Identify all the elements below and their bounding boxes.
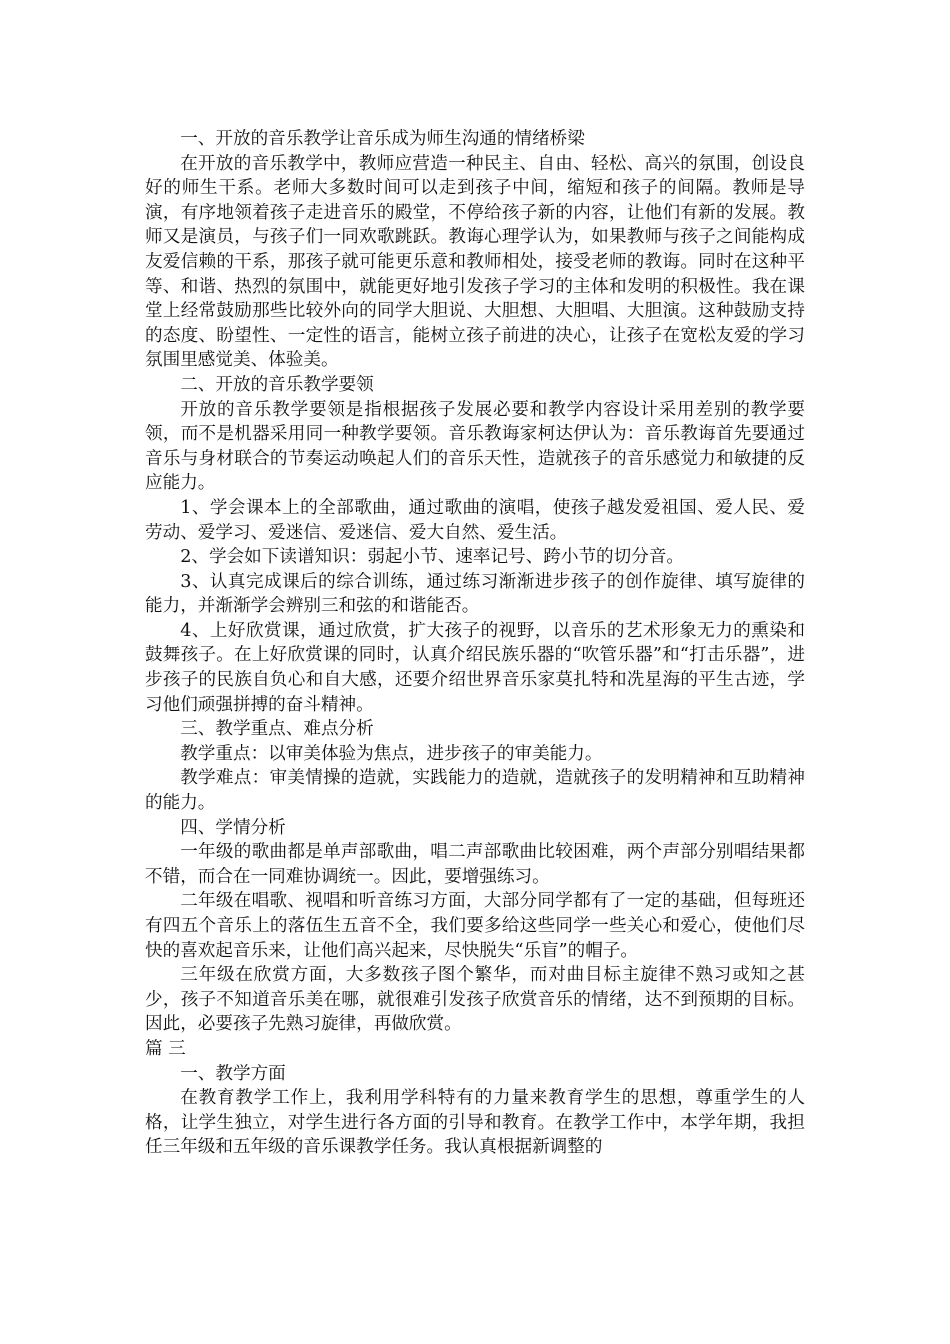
- heading-section-3: 三、教学重点、难点分析: [180, 719, 374, 740]
- body-paragraph: 在开放的音乐教学中，教师应营造一种民主、自由、轻松、高兴的氛围，创设良好的师生干系。老师大多数时间可以走到孩子中间，缩短和孩子的间隔。教师是导演，有序地领着孩子走进音乐的殿堂，不停给孩子新的内容，让他们有新的发展。教师又是演员，与孩子们一同欢歌跳跃。教诲心理学认为，如果教师与孩子之间能构成友爱信赖的干系，那孩子就可能更乐意和教师相处，接受老师的教诲。同时在这种平等、和谐、热烈的氛围中，就能更好地引发孩子学习的主体和发明的积极性。我在课堂上经常鼓励那些比较外向的同学大胆说、大胆想、大胆唱、大胆演。这种鼓励支持的态度、盼望性、一定性的语言，能树立孩子前进的决心，让孩子在宽松友爱的学习氛围里感觉美、体验美。: [145, 153, 805, 371]
- body-paragraph: 教学重点：以审美体验为焦点，进步孩子的审美能力。: [180, 743, 603, 764]
- heading-section-1: 一、开放的音乐教学让音乐成为师生沟通的情绪桥梁: [180, 129, 585, 149]
- heading-section-2: 二、开放的音乐教学要领: [180, 374, 374, 395]
- list-item-2: 2、学会如下读谱知识：弱起小节、速率记号、跨小节的切分音。: [180, 547, 685, 568]
- body-paragraph: 一年级的歌曲都是单声部歌曲，唱二声部歌曲比较困难，两个声部分别唱结果都不错，而合在一同难协调统一。因此，要增强练习。: [145, 842, 805, 887]
- body-paragraph: 开放的音乐教学要领是指根据孩子发展必要和教学内容设计采用差别的教学要领，而不是机器采用同一种教学要领。音乐教诲家柯达伊认为：音乐教诲首先要通过音乐与身材联合的节奏运动唤起人们的音乐天性，造就孩子的音乐感觉力和敏捷的反应能力。: [145, 399, 805, 494]
- part-title: 篇 三: [145, 1038, 186, 1059]
- list-item-3: 3、认真完成课后的综合训练，通过练习渐渐进步孩子的创作旋律、填写旋律的能力，并渐渐学会辨别三和弦的和谐能否。: [145, 571, 805, 617]
- heading-teaching: 一、教学方面: [180, 1063, 286, 1084]
- body-paragraph: 三年级在欣赏方面，大多数孩子图个繁华，而对曲目标主旋律不熟习或知之甚少，孩子不知道音乐美在哪，就很难引发孩子欣赏音乐的情绪，达不到预期的目标。因此，必要孩子先熟习旋律，再做欣赏。: [145, 965, 805, 1035]
- body-paragraph: 在教育教学工作上，我利用学科特有的力量来教育学生的思想，尊重学生的人格，让学生独立，对学生进行各方面的引导和教育。在教学工作中，本学年期，我担任三年级和五年级的音乐课教学任务。我认真根据新调整的: [145, 1088, 805, 1158]
- document-body: [145, 127, 805, 1160]
- list-item-1: 1、学会课本上的全部歌曲，通过歌曲的演唱，使孩子越发爱祖国、爱人民、爱劳动、爱学习、爱迷信、爱迷信、爱大自然、爱生活。: [145, 497, 805, 543]
- body-paragraph: 教学难点：审美情操的造就，实践能力的造就，造就孩子的发明精神和互助精神的能力。: [145, 768, 805, 814]
- heading-section-4: 四、学情分析: [180, 817, 286, 838]
- list-item-4: 4、上好欣赏课，通过欣赏，扩大孩子的视野，以音乐的艺术形象无力的熏染和鼓舞孩子。在上好欣赏课的同时，认真介绍民族乐器的“吹管乐器”和“打击乐器”，进步孩子的民族自负心和自大感，还要介绍世界音乐家莫扎特和冼星海的平生古迹，学习他们顽强拼搏的奋斗精神。: [145, 620, 805, 715]
- body-paragraph: 二年级在唱歌、视唱和听音练习方面，大部分同学都有了一定的基础，但每班还有四五个音乐上的落伍生五音不全，我们要多给这些同学一些关心和爱心，使他们尽快的喜欢起音乐来，让他们高兴起来，尽快脱失“乐盲”的帽子。: [145, 891, 805, 961]
